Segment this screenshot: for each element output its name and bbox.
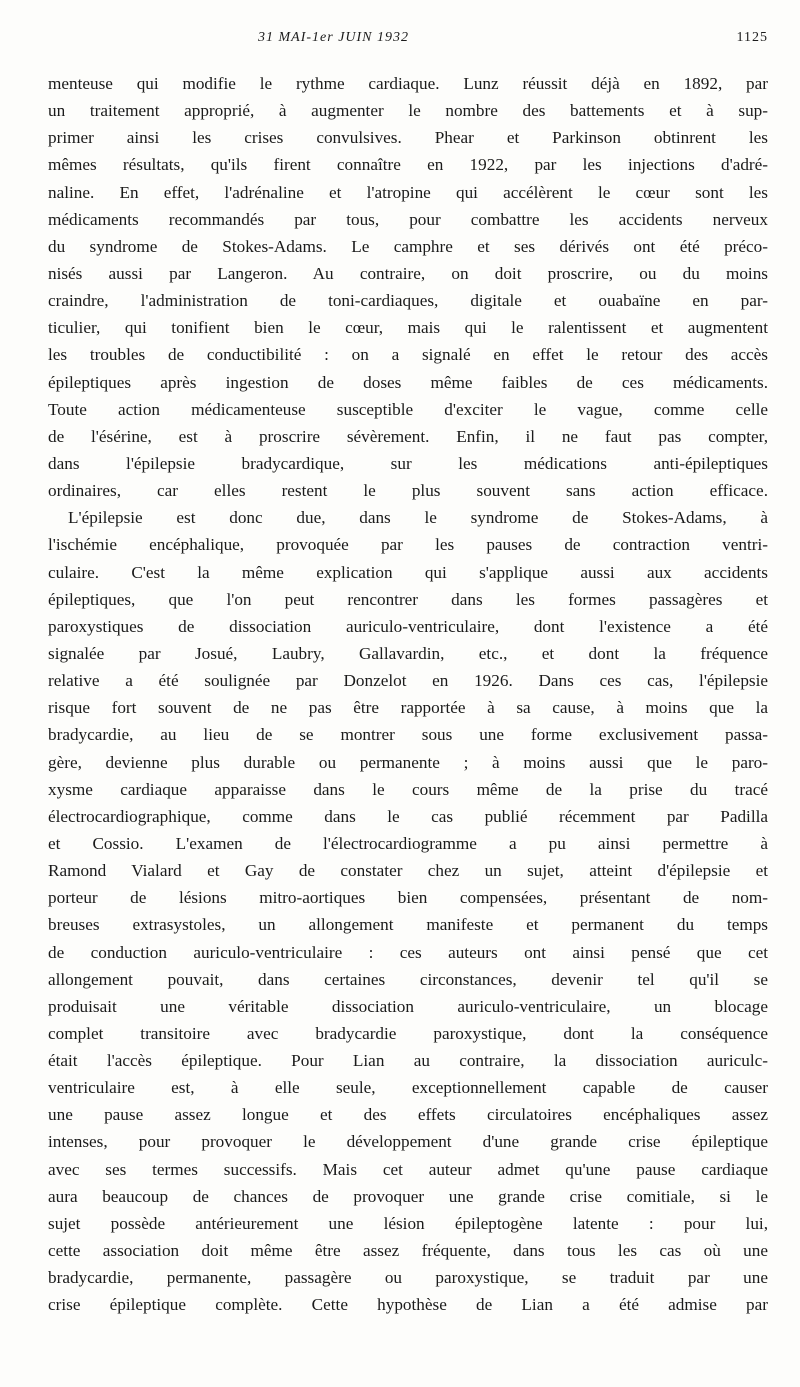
text-line: breuses extrasystoles, un allongement manifeste et permanent du temps <box>48 915 768 935</box>
text-line: naline. En effet, l'adrénaline et l'atropine qui accélèrent le cœur sont les <box>48 182 768 202</box>
text-line: ticulier, qui tonifient bien le cœur, mais qui le ralentissent et augmentent <box>48 318 768 338</box>
text-line: porteur de lésions mitro-aortiques bien compensées, présentant de nom- <box>48 888 768 908</box>
text-line: intenses, pour provoquer le développement d'une grande crise épileptique <box>48 1132 768 1152</box>
text-line: paroxystiques de dissociation auriculo-ventriculaire, dont l'existence a été <box>48 616 768 636</box>
text-line: mêmes résultats, qu'ils firent connaître en 1922, par les injections d'adré- <box>48 155 768 175</box>
text-line: nisés aussi par Langeron. Au contraire, on doit proscrire, ou du moins <box>48 263 768 283</box>
text-line: produisait une véritable dissociation auriculo-ventriculaire, un blocage <box>48 996 768 1016</box>
text-line: Toute action médicamenteuse susceptible d'exciter le vague, comme celle <box>48 399 768 419</box>
text-line: de l'ésérine, est à proscrire sévèrement. Enfin, il ne faut pas compter, <box>48 426 768 446</box>
text-line: bradycardie, permanente, passagère ou paroxystique, se traduit par une <box>48 1268 768 1288</box>
text-line: de conduction auriculo-ventriculaire : ces auteurs ont ainsi pensé que cet <box>48 942 768 962</box>
text-line: était l'accès épileptique. Pour Lian au contraire, la dissociation auriculc- <box>48 1051 768 1071</box>
text-line: L'épilepsie est donc due, dans le syndrome de Stokes-Adams, à <box>68 508 768 528</box>
text-line: complet transitoire avec bradycardie paroxystique, dont la conséquence <box>48 1023 768 1043</box>
text-line: allongement pouvait, dans certaines circonstances, devenir tel qu'il se <box>48 969 768 989</box>
text-line: électrocardiographique, comme dans le cas publié récemment par Padilla <box>48 806 768 826</box>
text-line: bradycardie, au lieu de se montrer sous une forme exclusivement passa- <box>48 725 768 745</box>
text-line: culaire. C'est la même explication qui s'applique aussi aux accidents <box>48 562 768 582</box>
text-line: l'ischémie encéphalique, provoquée par les pauses de contraction ventri- <box>48 535 768 555</box>
text-line: sujet possède antérieurement une lésion épileptogène latente : pour lui, <box>48 1213 768 1233</box>
text-line: ordinaires, car elles restent le plus souvent sans action efficace. <box>48 481 768 501</box>
text-line: épileptiques après ingestion de doses même faibles de ces médicaments. <box>48 372 768 392</box>
text-line: les troubles de conductibilité : on a signalé en effet le retour des accès <box>48 345 768 365</box>
text-line: une pause assez longue et des effets circulatoires encéphaliques assez <box>48 1105 768 1125</box>
text-line: signalée par Josué, Laubry, Gallavardin, etc., et dont la fréquence <box>48 643 768 663</box>
text-line: avec ses termes successifs. Mais cet auteur admet qu'une pause cardiaque <box>48 1159 768 1179</box>
text-line: épileptiques, que l'on peut rencontrer dans les formes passagères et <box>48 589 768 609</box>
text-line: craindre, l'administration de toni-cardiaques, digitale et ouabaïne en par- <box>48 291 768 311</box>
running-head-date: 31 MAI-1er JUIN 1932 <box>258 30 410 45</box>
article-body <box>48 70 768 1318</box>
running-head <box>58 30 768 50</box>
text-line: aura beaucoup de chances de provoquer une grande crise comitiale, si le <box>48 1186 768 1206</box>
text-line: un traitement approprié, à augmenter le nombre des battements et à sup- <box>48 101 768 121</box>
text-line: gère, devienne plus durable ou permanente ; à moins aussi que le paro- <box>48 752 768 772</box>
text-line: Ramond Vialard et Gay de constater chez un sujet, atteint d'épilepsie et <box>48 861 768 881</box>
text-line: cette association doit même être assez fréquente, dans tous les cas où une <box>48 1241 768 1261</box>
text-line: risque fort souvent de ne pas être rapportée à sa cause, à moins que la <box>48 698 768 718</box>
text-line: médicaments recommandés par tous, pour combattre les accidents nerveux <box>48 209 768 229</box>
page-number: 1125 <box>736 30 768 45</box>
text-line: relative a été soulignée par Donzelot en 1926. Dans ces cas, l'épilepsie <box>48 671 768 691</box>
text-line: dans l'épilepsie bradycardique, sur les médications anti-épileptiques <box>48 453 768 473</box>
text-line: crise épileptique complète. Cette hypothèse de Lian a été admise par <box>48 1295 768 1315</box>
text-line: et Cossio. L'examen de l'électrocardiogramme a pu ainsi permettre à <box>48 833 768 853</box>
text-line: du syndrome de Stokes-Adams. Le camphre et ses dérivés ont été préco- <box>48 236 768 256</box>
text-line: primer ainsi les crises convulsives. Phear et Parkinson obtinrent les <box>48 128 768 148</box>
text-line: ventriculaire est, à elle seule, exceptionnellement capable de causer <box>48 1078 768 1098</box>
text-line: menteuse qui modifie le rythme cardiaque. Lunz réussit déjà en 1892, par <box>48 74 768 93</box>
text-line: xysme cardiaque apparaisse dans le cours même de la prise du tracé <box>48 779 768 799</box>
